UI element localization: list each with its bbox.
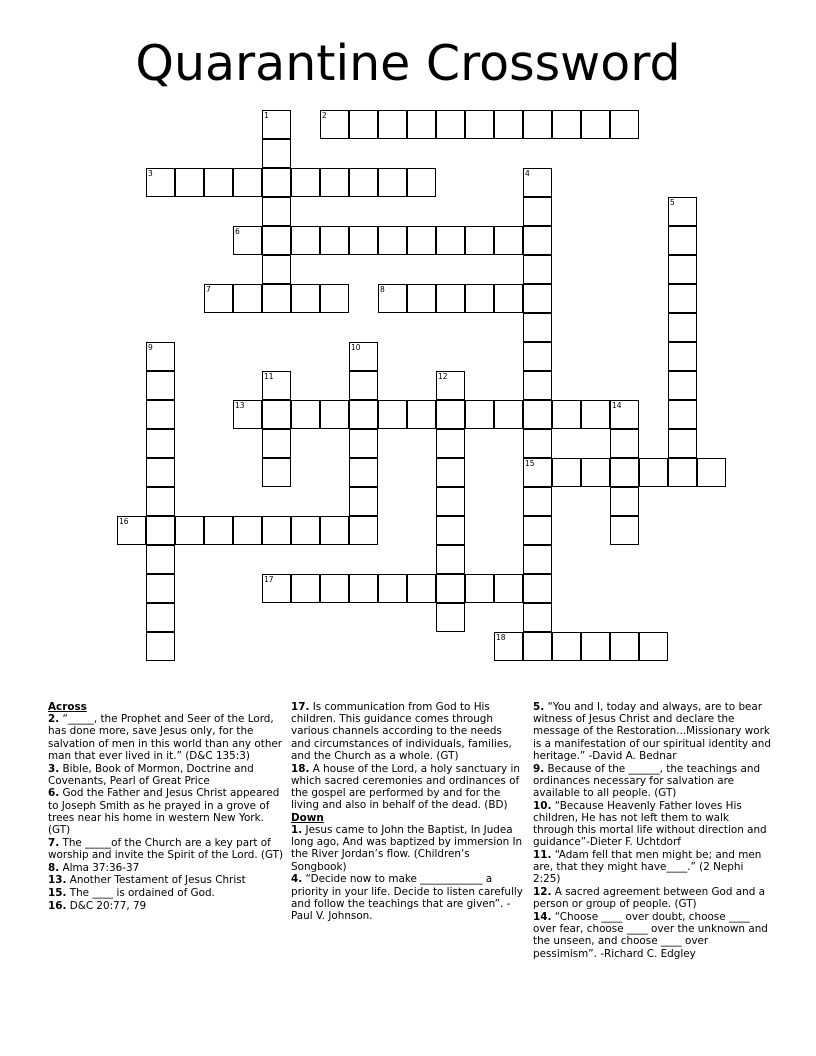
grid-number: 17 [264,575,274,584]
grid-number: 15 [525,459,535,468]
clues-column-1 [48,701,284,912]
grid-number: 8 [380,285,385,294]
grid-cell[interactable] [291,168,320,197]
grid-cell[interactable] [465,574,494,603]
grid-number: 6 [235,227,240,236]
grid-cell[interactable] [262,574,291,603]
clues-column-2 [291,701,523,923]
clue-across-2: 2. “_____, the Prophet and Seer of the Lord, has done more, save Jesus only, for the salvation of men in this world than any other man that ever lived in it.” (D&C 135:3) [48,713,283,762]
grid-cell[interactable] [349,429,378,458]
across-heading: Across [48,701,87,713]
clue-across-8: 8. Alma 37:36-37 [48,861,140,874]
grid-cell[interactable] [523,429,552,458]
clue-down-4: 4. “Decide now to make ____________ a priority in your life. Decide to listen carefully and follow the teachings that are given”. -Paul V. Johnson. [291,873,523,922]
grid-cell[interactable] [204,284,233,313]
clue-down-11: 11. “Adam fell that men might be; and men are, that they might have____.” (2 Nephi 2:25) [533,848,762,886]
grid-cell[interactable] [407,168,436,197]
grid-cell[interactable] [668,255,697,284]
grid-cell[interactable] [407,110,436,139]
clue-down-12: 12. A sacred agreement between God and a person or group of people. (GT) [533,886,766,911]
grid-cell[interactable] [552,458,581,487]
grid-cell[interactable] [407,226,436,255]
grid-cell[interactable] [146,516,175,545]
grid-number: 16 [119,517,129,526]
grid-cell[interactable] [349,342,378,371]
grid-cell[interactable] [610,400,639,429]
grid-cell[interactable] [494,574,523,603]
down-heading: Down [291,811,324,824]
grid-cell[interactable] [175,168,204,197]
grid-cell[interactable] [668,400,697,429]
grid-cell[interactable] [668,226,697,255]
grid-cell[interactable] [204,168,233,197]
grid-cell[interactable] [320,168,349,197]
grid-cell[interactable] [436,487,465,516]
grid-cell[interactable] [523,603,552,632]
grid-cell[interactable] [523,226,552,255]
clue-down-10: 10. “Because Heavenly Father loves His children, He has not left them to walk through this mortal life without direction and guidance”-Dieter F. Uchtdorf [533,799,767,849]
grid-cell[interactable] [291,574,320,603]
grid-cell[interactable] [668,371,697,400]
grid-cell[interactable] [320,284,349,313]
grid-cell[interactable] [494,632,523,661]
grid-cell[interactable] [262,255,291,284]
grid-number: 7 [206,285,211,294]
grid-cell[interactable] [233,516,262,545]
grid-cell[interactable] [465,226,494,255]
grid-cell[interactable] [146,574,175,603]
grid-cell[interactable] [494,284,523,313]
grid-cell[interactable] [146,603,175,632]
grid-cell[interactable] [581,110,610,139]
grid-cell[interactable] [552,632,581,661]
grid-cell[interactable] [523,284,552,313]
grid-number: 9 [148,343,153,352]
clue-across-15: 15. The ____ is ordained of God. [48,887,215,900]
grid-number: 1 [264,111,269,120]
grid-cell[interactable] [523,342,552,371]
grid-cell[interactable] [320,574,349,603]
grid-cell[interactable] [436,429,465,458]
grid-cell[interactable] [552,400,581,429]
grid-cell[interactable] [523,574,552,603]
grid-cell[interactable] [320,516,349,545]
grid-cell[interactable] [349,487,378,516]
grid-cell[interactable] [436,545,465,574]
clue-across-18: 18. A house of the Lord, a holy sanctuary in which sacred ceremonies and ordinances of the gospel are performed by and for the living and also in behalf of the dead. (BD) [291,762,520,812]
grid-cell[interactable] [668,284,697,313]
grid-cell[interactable] [233,226,262,255]
grid-cell[interactable] [523,168,552,197]
grid-cell[interactable] [146,429,175,458]
grid-cell[interactable] [349,574,378,603]
grid-cell[interactable] [610,516,639,545]
grid-cell[interactable] [349,458,378,487]
grid-cell[interactable] [436,516,465,545]
grid-cell[interactable] [465,284,494,313]
grid-cell[interactable] [523,632,552,661]
grid-cell[interactable] [175,516,204,545]
grid-cell[interactable] [581,458,610,487]
grid-cell[interactable] [639,458,668,487]
grid-cell[interactable] [146,371,175,400]
grid-cell[interactable] [697,458,726,487]
grid-cell[interactable] [610,458,639,487]
grid-cell[interactable] [146,487,175,516]
clue-across-7: 7. The _____of the Church are a key part of worship and invite the Spirit of the Lord. (GT) [48,836,284,861]
grid-cell[interactable] [581,400,610,429]
grid-cell[interactable] [291,226,320,255]
grid-number: 4 [525,169,530,178]
grid-cell[interactable] [523,255,552,284]
grid-cell[interactable] [465,110,494,139]
grid-cell[interactable] [349,168,378,197]
grid-cell[interactable] [320,400,349,429]
clue-down-1: 1. Jesus came to John the Baptist, In Judea long ago, And was baptized by immersion In the River Jordan’s flow. (Children’s Songbook) [291,824,523,873]
grid-cell[interactable] [233,168,262,197]
grid-cell[interactable] [610,429,639,458]
grid-cell[interactable] [320,110,349,139]
grid-cell[interactable] [146,400,175,429]
grid-cell[interactable] [349,371,378,400]
grid-cell[interactable] [465,400,494,429]
grid-cell[interactable] [668,342,697,371]
grid-cell[interactable] [262,197,291,226]
grid-cell[interactable] [378,110,407,139]
grid-cell[interactable] [523,458,552,487]
grid-number: 14 [612,401,622,410]
grid-cell[interactable] [291,400,320,429]
grid-cell[interactable] [523,487,552,516]
clues-column-3 [533,701,771,960]
grid-cell[interactable] [436,400,465,429]
clue-down-5: 5. “You and I, today and always, are to bear witness of Jesus Christ and declare the message of the Restoration...Missionary work is a manifestation of our spiritual identity and heritage.” -David A. Bednar [533,701,771,762]
grid-cell[interactable] [146,168,175,197]
grid-cell[interactable] [436,110,465,139]
grid-cell[interactable] [610,487,639,516]
grid-cell[interactable] [378,574,407,603]
grid-cell[interactable] [494,226,523,255]
grid-cell[interactable] [262,371,291,400]
grid-cell[interactable] [494,400,523,429]
clue-across-6: 6. God the Father and Jesus Christ appeared to Joseph Smith as he prayed in a grove of trees near his home in western New York. (GT) [48,787,280,837]
grid-cell[interactable] [581,632,610,661]
grid-cell[interactable] [349,110,378,139]
grid-cell[interactable] [262,516,291,545]
page-title: Quarantine Crossword [135,35,681,92]
grid-cell[interactable] [523,313,552,342]
grid-cell[interactable] [349,226,378,255]
clue-down-14: 14. “Choose ____ over doubt, choose ____ over fear, choose ____ over the unknown and the unseen, and choose ____ over pessimism”. -Richard C. Edgley [533,910,768,960]
clue-across-16: 16. D&C 20:77, 79 [48,899,147,912]
grid-cell[interactable] [320,226,349,255]
grid-number: 10 [351,343,361,352]
grid-cell[interactable] [262,226,291,255]
clue-across-13: 13. Another Testament of Jesus Christ [48,874,246,887]
grid-cell[interactable] [668,429,697,458]
grid-number: 11 [264,372,274,381]
grid-cell[interactable] [610,632,639,661]
grid-cell[interactable] [233,400,262,429]
grid-cell[interactable] [262,168,291,197]
grid-cell[interactable] [378,400,407,429]
grid-cell[interactable] [378,168,407,197]
grid-cell[interactable] [262,458,291,487]
grid-cell[interactable] [610,110,639,139]
grid-cell[interactable] [262,139,291,168]
grid-number: 12 [438,372,448,381]
grid-cell[interactable] [262,284,291,313]
grid-cell[interactable] [523,197,552,226]
grid-cell[interactable] [436,284,465,313]
grid-cell[interactable] [523,545,552,574]
grid-cell[interactable] [436,371,465,400]
grid-cell[interactable] [407,574,436,603]
grid-cell[interactable] [262,110,291,139]
grid-cell[interactable] [262,400,291,429]
grid-cell[interactable] [233,284,262,313]
grid-cell[interactable] [523,371,552,400]
grid-cell[interactable] [436,458,465,487]
grid-cell[interactable] [378,284,407,313]
grid-cell[interactable] [349,400,378,429]
grid-cell[interactable] [436,574,465,603]
grid-cell[interactable] [523,516,552,545]
grid-cell[interactable] [262,429,291,458]
grid-cell[interactable] [639,632,668,661]
clue-across-17: 17. Is communication from God to His children. This guidance comes through various channels according to the needs and circumstances of individuals, families, and the Church as a whole. (GT) [291,701,512,762]
grid-cell[interactable] [668,458,697,487]
grid-cell[interactable] [117,516,146,545]
grid-cell[interactable] [291,284,320,313]
clue-down-9: 9. Because of the ______, the teachings and ordinances necessary for salvation are available to all people. (GT) [533,762,761,799]
grid-cell[interactable] [146,632,175,661]
grid-cell[interactable] [378,226,407,255]
grid-cell[interactable] [552,110,581,139]
grid-number: 18 [496,633,506,642]
grid-number: 5 [670,198,675,207]
grid-cell[interactable] [668,313,697,342]
clue-across-3: 3. Bible, Book of Mormon, Doctrine and Covenants, Pearl of Great Price [48,762,254,787]
grid-cell[interactable] [494,110,523,139]
grid-cell[interactable] [436,226,465,255]
grid-number: 3 [148,169,153,178]
grid-cell[interactable] [291,516,320,545]
grid-cell[interactable] [146,545,175,574]
grid-cell[interactable] [407,284,436,313]
grid-cell[interactable] [204,516,233,545]
grid-cell[interactable] [146,458,175,487]
grid-number: 2 [322,111,327,120]
grid-cell[interactable] [436,603,465,632]
grid-cell[interactable] [668,197,697,226]
grid-cell[interactable] [407,400,436,429]
grid-number: 13 [235,401,245,410]
grid-cell[interactable] [349,516,378,545]
grid-cell[interactable] [523,110,552,139]
grid-cell[interactable] [523,400,552,429]
grid-cell[interactable] [146,342,175,371]
